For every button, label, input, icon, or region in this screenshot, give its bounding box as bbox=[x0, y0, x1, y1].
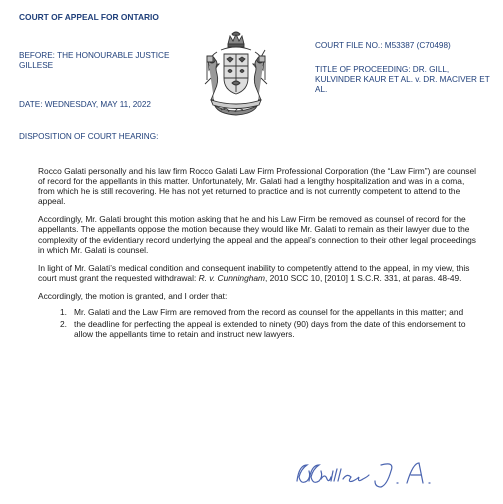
paragraph-3-text: In light of Mr. Galati’s medical condition and consequent inability to competently attend to the appeal, in my view, this court must grant the requested withdrawal: bbox=[38, 262, 470, 283]
coat-of-arms-icon bbox=[197, 30, 275, 116]
title-of-proceeding: TITLE OF PROCEEDING: DR. GILL, KULVINDER KAUR ET AL. v. DR. MACIVER ET AL. bbox=[315, 65, 490, 94]
hearing-date: DATE: WEDNESDAY, MAY 11, 2022 bbox=[19, 100, 151, 109]
order-item bbox=[38, 319, 478, 339]
order-text: the deadline for perfecting the appeal is extended to ninety (90) days from the date of this endorsement to allow the appellants time to retain and instruct new lawyers. bbox=[74, 319, 466, 340]
paragraph-4: Accordingly, the motion is granted, and I order that: bbox=[38, 290, 228, 301]
order-number: 2. bbox=[60, 319, 67, 330]
order-list bbox=[38, 307, 478, 339]
court-name: COURT OF APPEAL FOR ONTARIO bbox=[19, 12, 159, 22]
case-citation: R. v. Cunningham bbox=[198, 272, 266, 283]
court-file-number: COURT FILE NO.: M53387 (C70498) bbox=[315, 41, 451, 50]
before-justice: BEFORE: THE HONOURABLE JUSTICE GILLESE bbox=[19, 51, 170, 70]
paragraph-2: Accordingly, Mr. Galati brought this motion asking that he and his Law Firm be removed as counsel of record for the appellants. The appellants oppose the motion because they would like Mr. Galati to remain as their lawyer due to the complexity of the evidentiary record underlying the appeal and the appeal’s connection to their other legal proceedings in which Mr. Galati is counsel. bbox=[38, 214, 476, 255]
endorsement-body bbox=[38, 166, 478, 341]
order-text: Mr. Galati and the Law Firm are removed from the record as counsel for the appellants in this matter; and bbox=[74, 307, 464, 318]
disposition-heading: DISPOSITION OF COURT HEARING: bbox=[19, 132, 159, 141]
order-item bbox=[38, 307, 478, 317]
judge-signature bbox=[285, 455, 455, 495]
paragraph-3 bbox=[38, 263, 478, 283]
paragraph-1: Rocco Galati personally and his law firm Rocco Galati Law Firm Professional Corporation (the “Law Firm”) are counsel of record for the appellants in this matter. Unfortunately, Mr. Galati had a lengthy hospitalization and was in a coma, from which he is still recovering. He has not yet returned to practice and is not currently competent to attend to the appeal. bbox=[38, 166, 476, 207]
order-number: 1. bbox=[60, 307, 67, 318]
paragraph-3-citation: , 2010 SCC 10, [2010] 1 S.C.R. 331, at paras. 48-49. bbox=[265, 272, 462, 283]
